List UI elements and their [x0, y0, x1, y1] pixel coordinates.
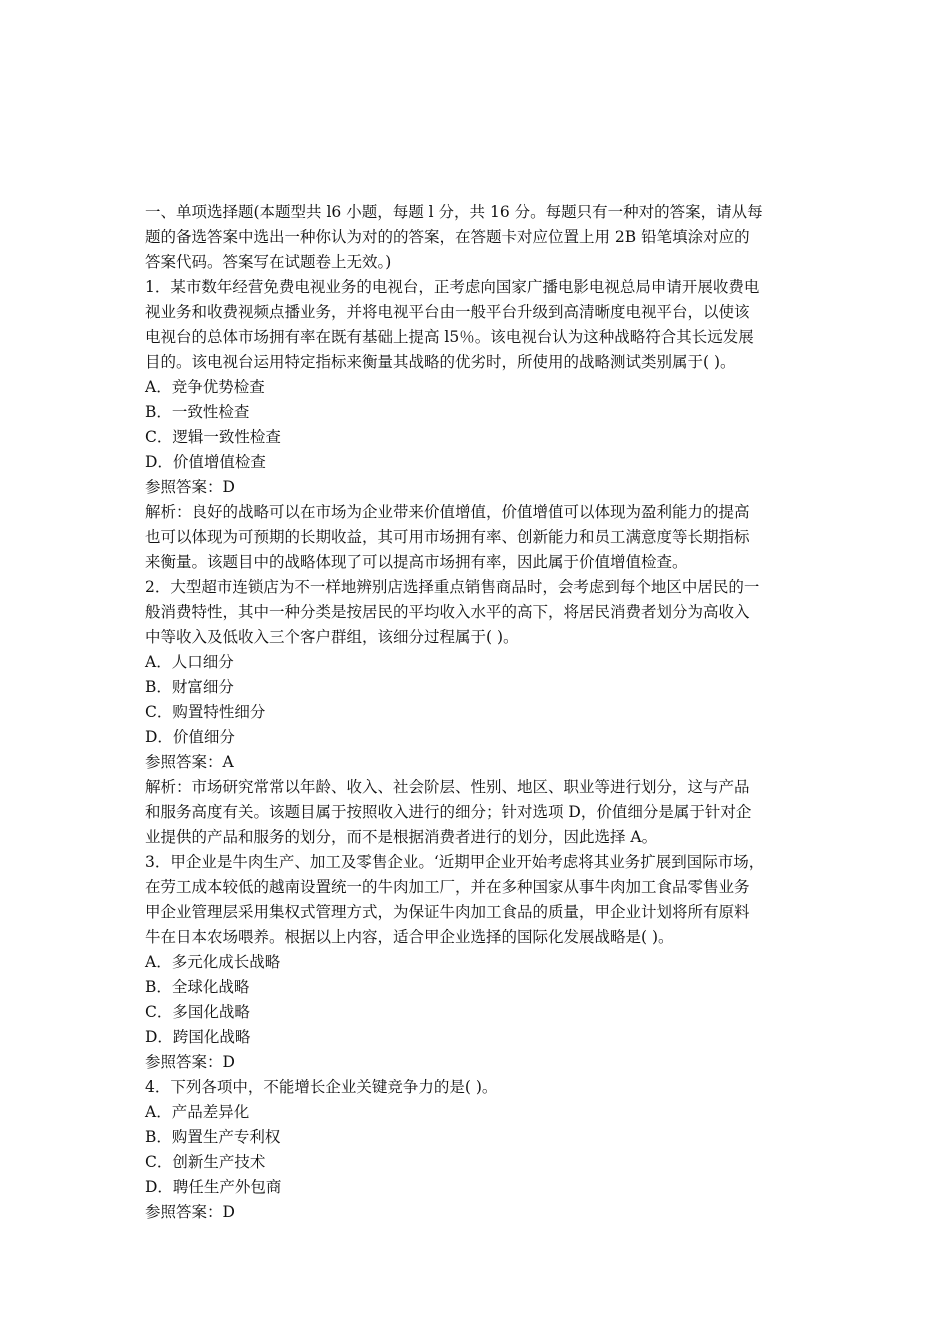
text-line: 一、单项选择题(本题型共 l6 小题，每题 l 分，共 16 分。每题只有一种对的答案，请从每	[145, 203, 763, 221]
text-line: A．多元化成长战略	[145, 953, 281, 971]
text-line: D．价值细分	[145, 728, 235, 746]
text-line: 2．大型超市连锁店为不一样地辨别店选择重点销售商品时，会考虑到每个地区中居民的一	[145, 578, 760, 596]
text-line: C．创新生产技术	[145, 1153, 266, 1171]
text-line: B．购置生产专利权	[145, 1128, 281, 1146]
text-line: 参照答案：D	[145, 1203, 235, 1221]
text-line: 也可以体现为可预期的长期收益，其可用市场拥有率、创新能力和员工满意度等长期指标	[145, 528, 750, 546]
text-line: 视业务和收费视频点播业务，并将电视平台由一般平台升级到高清晰度电视平台，以使该	[145, 303, 750, 321]
text-line: 中等收入及低收入三个客户群组，该细分过程属于( )。	[145, 628, 519, 646]
text-line: 般消费特性，其中一种分类是按居民的平均收入水平的高下，将居民消费者划分为高收入	[145, 603, 750, 621]
text-line: A．人口细分	[145, 653, 234, 671]
text-line: 解析：良好的战略可以在市场为企业带来价值增值，价值增值可以体现为盈利能力的提高	[145, 503, 750, 521]
text-line: 目的。该电视台运用特定指标来衡量其战略的优劣时，所使用的战略测试类别属于( )。	[145, 353, 736, 371]
text-line: 题的备选答案中选出一种你认为对的的答案，在答题卡对应位置上用 2B 铅笔填涂对应的	[145, 228, 750, 246]
text-line: 牛在日本农场喂养。根据以上内容，适合甲企业选择的国际化发展战略是( )。	[145, 928, 674, 946]
text-line: C．逻辑一致性检查	[145, 428, 281, 446]
text-line: 解析：市场研究常常以年龄、收入、社会阶层、性别、地区、职业等进行划分，这与产品	[145, 778, 750, 796]
text-line: A．产品差异化	[145, 1103, 250, 1121]
text-line: D．价值增值检查	[145, 453, 266, 471]
text-line: 来衡量。该题目中的战略体现了可以提高市场拥有率，因此属于价值增值检查。	[145, 553, 688, 571]
text-line: 和服务高度有关。该题目属于按照收入进行的细分；针对选项 D，价值细分是属于针对企	[145, 803, 752, 821]
text-line: 4．下列各项中，不能增长企业关键竞争力的是( )。	[145, 1078, 498, 1096]
text-line: 3．甲企业是牛肉生产、加工及零售企业。‘近期甲企业开始考虑将其业务扩展到国际市场，	[145, 853, 765, 871]
text-line: B．财富细分	[145, 678, 234, 696]
text-line: C．购置特性细分	[145, 703, 266, 721]
text-line: 1．某市数年经营免费电视业务的电视台，正考虑向国家广播电影电视总局申请开展收费电	[145, 278, 760, 296]
text-line: 参照答案：D	[145, 478, 235, 496]
text-line: 答案代码。答案写在试题卷上无效。)	[145, 253, 392, 271]
text-line: 参照答案：A	[145, 753, 234, 771]
document-body	[145, 200, 817, 1225]
text-line: 业提供的产品和服务的划分，而不是根据消费者进行的划分，因此选择 A。	[145, 828, 658, 846]
text-line: A．竞争优势检查	[145, 378, 265, 396]
text-line: 在劳工成本较低的越南设置统一的牛肉加工厂，并在多种国家从事牛肉加工食品零售业务	[145, 878, 750, 896]
text-line: 电视台的总体市场拥有率在既有基础上提高 l5％。该电视台认为这种战略符合其长远发展	[145, 328, 754, 346]
text-line: B．一致性检查	[145, 403, 250, 421]
text-line: D．跨国化战略	[145, 1028, 251, 1046]
text-line: 甲企业管理层采用集权式管理方式，为保证牛肉加工食品的质量，甲企业计划将所有原料	[145, 903, 750, 921]
text-line: B．全球化战略	[145, 978, 250, 996]
text-line: C．多国化战略	[145, 1003, 250, 1021]
text-line: 参照答案：D	[145, 1053, 235, 1071]
text-line: D．聘任生产外包商	[145, 1178, 282, 1196]
